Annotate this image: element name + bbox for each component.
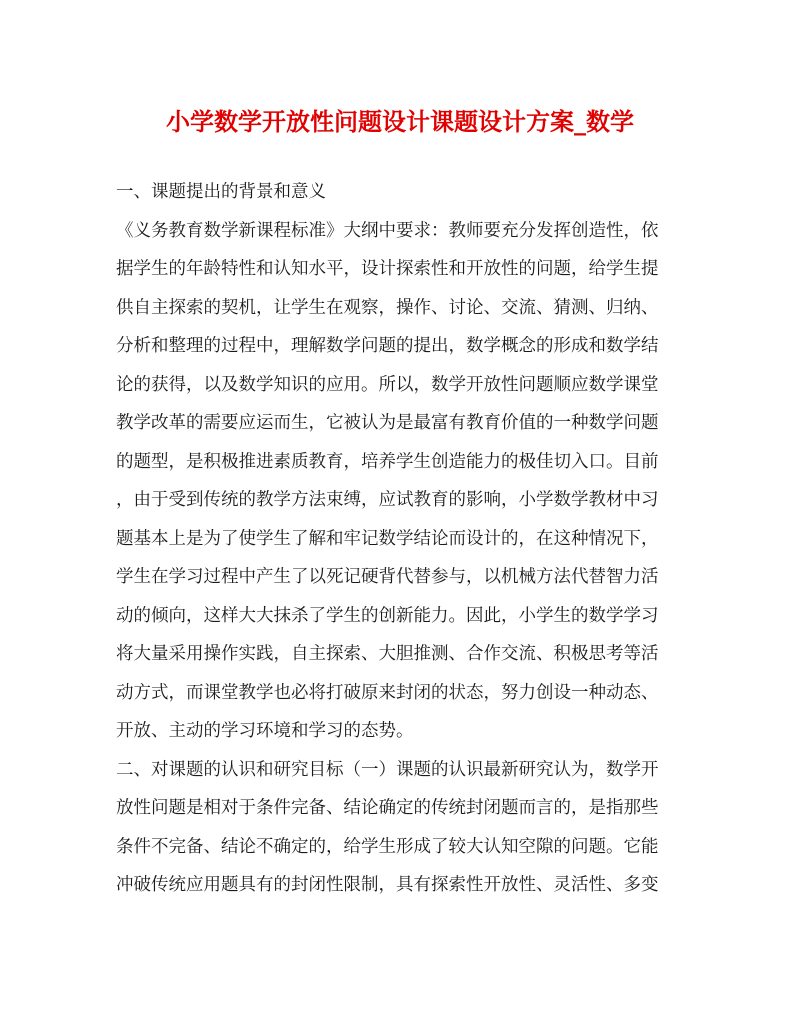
body-line: 条件不完备、结论不确定的，给学生形成了较大认知空隙的问题。它能 [116, 836, 659, 857]
body-line: 开放、主动的学习环境和学习的态势。 [116, 721, 414, 741]
body-line: 分析和整理的过程中，理解数学问题的提出，数学概念的形成和数学结 [116, 336, 659, 356]
body-line: 冲破传统应用题具有的封闭性限制，具有探索性开放性、灵活性、多变 [116, 875, 659, 895]
body-line: 《义务教育数学新课程标准》大纲中要求：教师要充分发挥创造性，依 [116, 220, 659, 241]
body-line: 的题型，是积极推进素质教育，培养学生创造能力的极佳切入口。目前 [116, 451, 659, 472]
body-line: 据学生的年龄特性和认知水平，设计探索性和开放性的问题，给学生提 [116, 259, 659, 279]
body-line: ，由于受到传统的教学方法束缚，应试教育的影响，小学数学教材中习 [116, 490, 659, 510]
body-line: 动方式，而课堂教学也必将打破原来封闭的状态，努力创设一种动态、 [116, 682, 659, 703]
body-line: 动的倾向，这样大大抹杀了学生的创新能力。因此，小学生的数学学习 [116, 605, 659, 626]
body-line: 学生在学习过程中产生了以死记硬背代替参与，以机械方法代替智力活 [116, 567, 659, 587]
body-line: 将大量采用操作实践，自主探索、大胆推测、合作交流、积极思考等活 [116, 644, 659, 664]
body-line: 二、对课题的认识和研究目标（一）课题的认识最新研究认为，数学开 [116, 759, 659, 780]
document-title: 小学数学开放性问题设计课题设计方案_数学 [166, 107, 634, 136]
body-line: 论的获得，以及数学知识的应用。所以，数学开放性问题顺应数学课堂 [116, 374, 659, 395]
body-line: 一、课题提出的背景和意义 [116, 182, 326, 202]
body-line: 供自主探索的契机，让学生在观察，操作、讨论、交流、猜测、归纳、 [116, 297, 659, 318]
body-line: 题基本上是为了使学生了解和牢记数学结论而设计的，在这种情况下， [116, 528, 659, 549]
document-body [116, 173, 696, 905]
body-line: 放性问题是相对于条件完备、结论确定的传统封闭题而言的，是指那些 [116, 798, 659, 818]
body-line: 教学改革的需要应运而生，它被认为是最富有教育价值的一种数学问题 [116, 413, 659, 433]
